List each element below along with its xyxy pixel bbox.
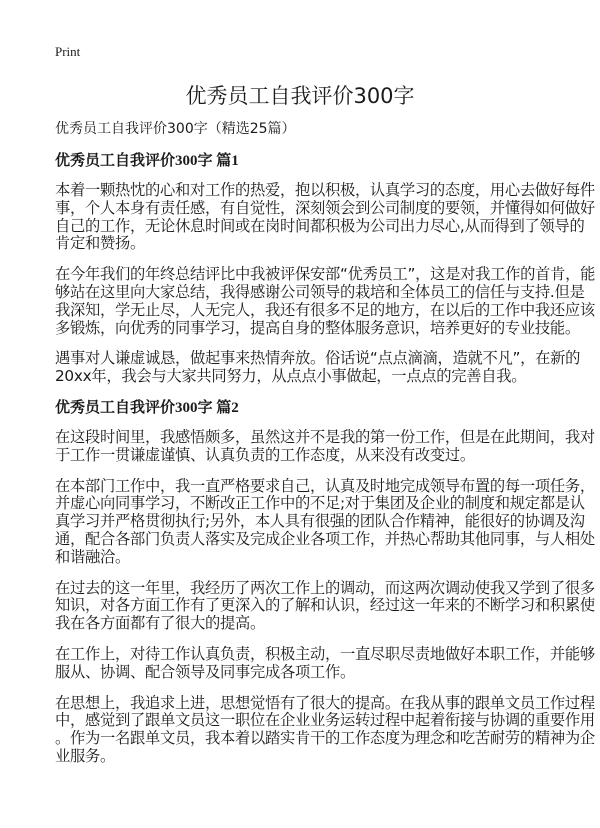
section-heading: 优秀员工自我评价300字 篇1 <box>55 153 239 169</box>
paragraph-line: 中，感觉到了跟单文员这一职位在企业业务运转过程中起着衔接与协调的重要作用 <box>55 711 595 730</box>
paragraph-line: 事，个人本身有责任感，有自觉性，深刻领会到公司制度的要领，并懂得如何做好 <box>55 198 595 217</box>
document-subtitle: 优秀员工自我评价300字（精选25篇） <box>55 121 296 137</box>
paragraph-line: 在今年我们的年终总结评比中我被评保安部“优秀员工”，这是对我工作的首肯，能 <box>55 265 596 284</box>
paragraph <box>55 578 595 633</box>
paragraph-line: 自己的工作，无论休息时间或在岗时间都积极为公司出力尽心,从而得到了领导的 <box>55 216 585 235</box>
paragraph-line: 真学习并严格贯彻执行;另外，本人具有很强的团队合作精神，能很好的协调及沟 <box>55 512 585 531</box>
paragraph-line: 多锻炼，向优秀的同事学习，提高自身的整体服务意识，培养更好的专业技能。 <box>55 318 580 337</box>
paragraph-line: 在思想上，我追求上进，思想觉悟有了很大的提高。在我从事的跟单文员工作过程 <box>55 693 595 712</box>
paragraph-line: 服从、协调、配合领导及同事完成各项工作。 <box>55 662 355 681</box>
paragraph-line: 通，配合各部门负责人落实及完成企业各项工作，并热心帮助其他同事，与人相处 <box>55 529 595 548</box>
document-body <box>55 120 596 779</box>
paragraph-line: 在工作上，对待工作认真负责，积极主动，一直尽职尽责地做好本职工作，并能够 <box>55 644 595 663</box>
paragraph <box>55 427 595 465</box>
paragraph-line: 我深知，学无止尽，人无完人，我还有很多不足的地方，在以后的工作中我还应该 <box>55 300 595 319</box>
paragraph-line: 够站在这里向大家总结，我得感谢公司领导的栽培和全体员工的信任与支持.但是 <box>55 282 585 301</box>
paragraph-line: 和谐融洽。 <box>55 547 130 566</box>
paragraph-line: 知识，对各方面工作有了更深入的了解和认识，经过这一年来的不断学习和积累使 <box>55 596 595 615</box>
paragraph <box>55 349 581 386</box>
paragraph-line: 在过去的这一年里，我经历了两次工作上的调动，而这两次调动使我又学到了很多 <box>55 578 595 597</box>
paragraph-line: 20xx年，我会与大家共同努力，从点点小事做起，一点点的完善自我。 <box>55 367 527 386</box>
sections <box>55 152 596 766</box>
paragraph-line: 肯定和赞扬。 <box>55 234 145 253</box>
print-link[interactable]: Print <box>55 44 81 59</box>
paragraph-line: 遇事对人谦虚诚恳，做起事来热情奔放。俗话说“点点滴滴，造就不凡”，在新的 <box>55 349 581 368</box>
paragraph-line: 。作为一名跟单文员，我本着以踏实肯干的工作态度为理念和吃苦耐劳的精神为企 <box>55 729 595 748</box>
paragraph <box>55 265 596 337</box>
paragraph <box>55 693 595 766</box>
paragraph-line: 我在各方面都有了很大的提高。 <box>55 614 265 633</box>
paragraph-line: 于工作一贯谦虚谨慎、认真负责的工作态度，从来没有改变过。 <box>55 445 475 464</box>
paragraph-line: 本着一颗热忱的心和对工作的热爱，抱以积极，认真学习的态度，用心去做好每件 <box>55 181 595 199</box>
paragraph-line: 在本部门工作中，我一直严格要求自己，认真及时地完成领导布置的每一项任务， <box>55 476 595 495</box>
paragraph-line: 业服务。 <box>55 746 115 765</box>
page-title: 优秀员工自我评价300字 <box>185 84 415 108</box>
paragraph <box>55 644 595 682</box>
paragraph-line: 在这段时间里，我感悟颇多，虽然这并不是我的第一份工作，但是在此期间，我对 <box>55 427 595 446</box>
paragraph-line: 并虚心向同事学习，不断改正工作中的不足;对于集团及企业的制度和规定都是认 <box>55 494 585 513</box>
paragraph <box>55 181 595 253</box>
paragraph <box>55 476 595 567</box>
section-heading: 优秀员工自我评价300字 篇2 <box>55 399 239 416</box>
